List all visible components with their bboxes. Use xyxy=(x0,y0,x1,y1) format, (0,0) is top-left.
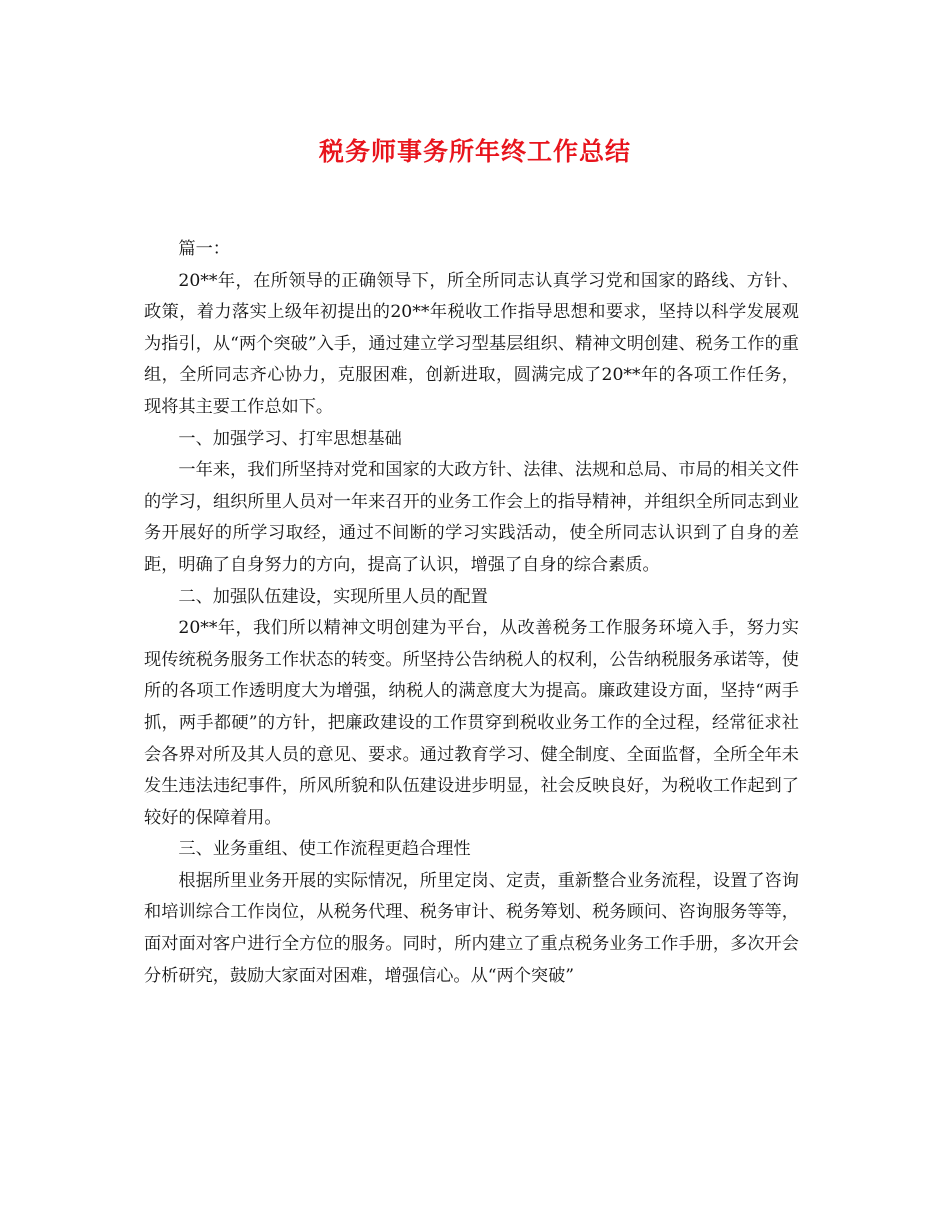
paragraph-intro: 20**年，在所领导的正确领导下，所全所同志认真学习党和国家的路线、方针、政策，着力落实上级年初提出的20**年税收工作指导思想和要求，坚持以科学发展观为指引，从“两个突破”入手，通过建立学习型基层组织、精神文明创建、税务工作的重组，全所同志齐心协力，克服困难，创新进取，圆满完成了20**年的各项工作任务，现将其主要工作总如下。 xyxy=(144,270,799,417)
document-body xyxy=(144,234,799,992)
paragraph-section-1: 一年来，我们所坚持对党和国家的大政方针、法律、法规和总局、市局的相关文件的学习，组织所里人员对一年来召开的业务工作会上的指导精神，并组织全所同志到业务开展好的所学习取经，通过不间断的学习实践活动，使全所同志认识到了自身的差距，明确了自身努力的方向，提高了认识，增强了自身的综合素质。 xyxy=(144,460,799,575)
heading-section-2: 二、加强队伍建设，实现所里人员的配置 xyxy=(178,586,488,607)
paragraph-section-2: 20**年，我们所以精神文明创建为平台，从改善税务工作服务环境入手，努力实现传统税务服务工作状态的转变。所坚持公告纳税人的权利，公告纳税服务承诺等，使所的各项工作透明度大为增强，纳税人的满意度大为提高。廉政建设方面，坚持“两手抓，两手都硬”的方针，把廉政建设的工作贯穿到税收业务工作的全过程，经常征求社会各界对所及其人员的意见、要求。通过教育学习、健全制度、全面监督，全所全年未发生违法违纪事件，所风所貌和队伍建设进步明显，社会反映良好，为税收工作起到了较好的保障着用。 xyxy=(144,618,799,828)
heading-section-3: 三、业务重组、使工作流程更趋合理性 xyxy=(178,839,471,860)
paragraph-section-label: 篇一： xyxy=(178,239,230,259)
document-title: 税务师事务所年终工作总结 xyxy=(318,137,631,166)
heading-section-1: 一、加强学习、打牢思想基础 xyxy=(178,428,402,449)
paragraph-section-3: 根据所里业务开展的实际情况，所里定岗、定责，重新整合业务流程，设置了咨询和培训综合工作岗位，从税务代理、税务审计、税务筹划、税务顾问、咨询服务等等，面对面对客户进行全方位的服务。同时，所内建立了重点税务业务工作手册，多次开会分析研究，鼓励大家面对困难，增强信心。从“两个突破” xyxy=(144,870,799,986)
